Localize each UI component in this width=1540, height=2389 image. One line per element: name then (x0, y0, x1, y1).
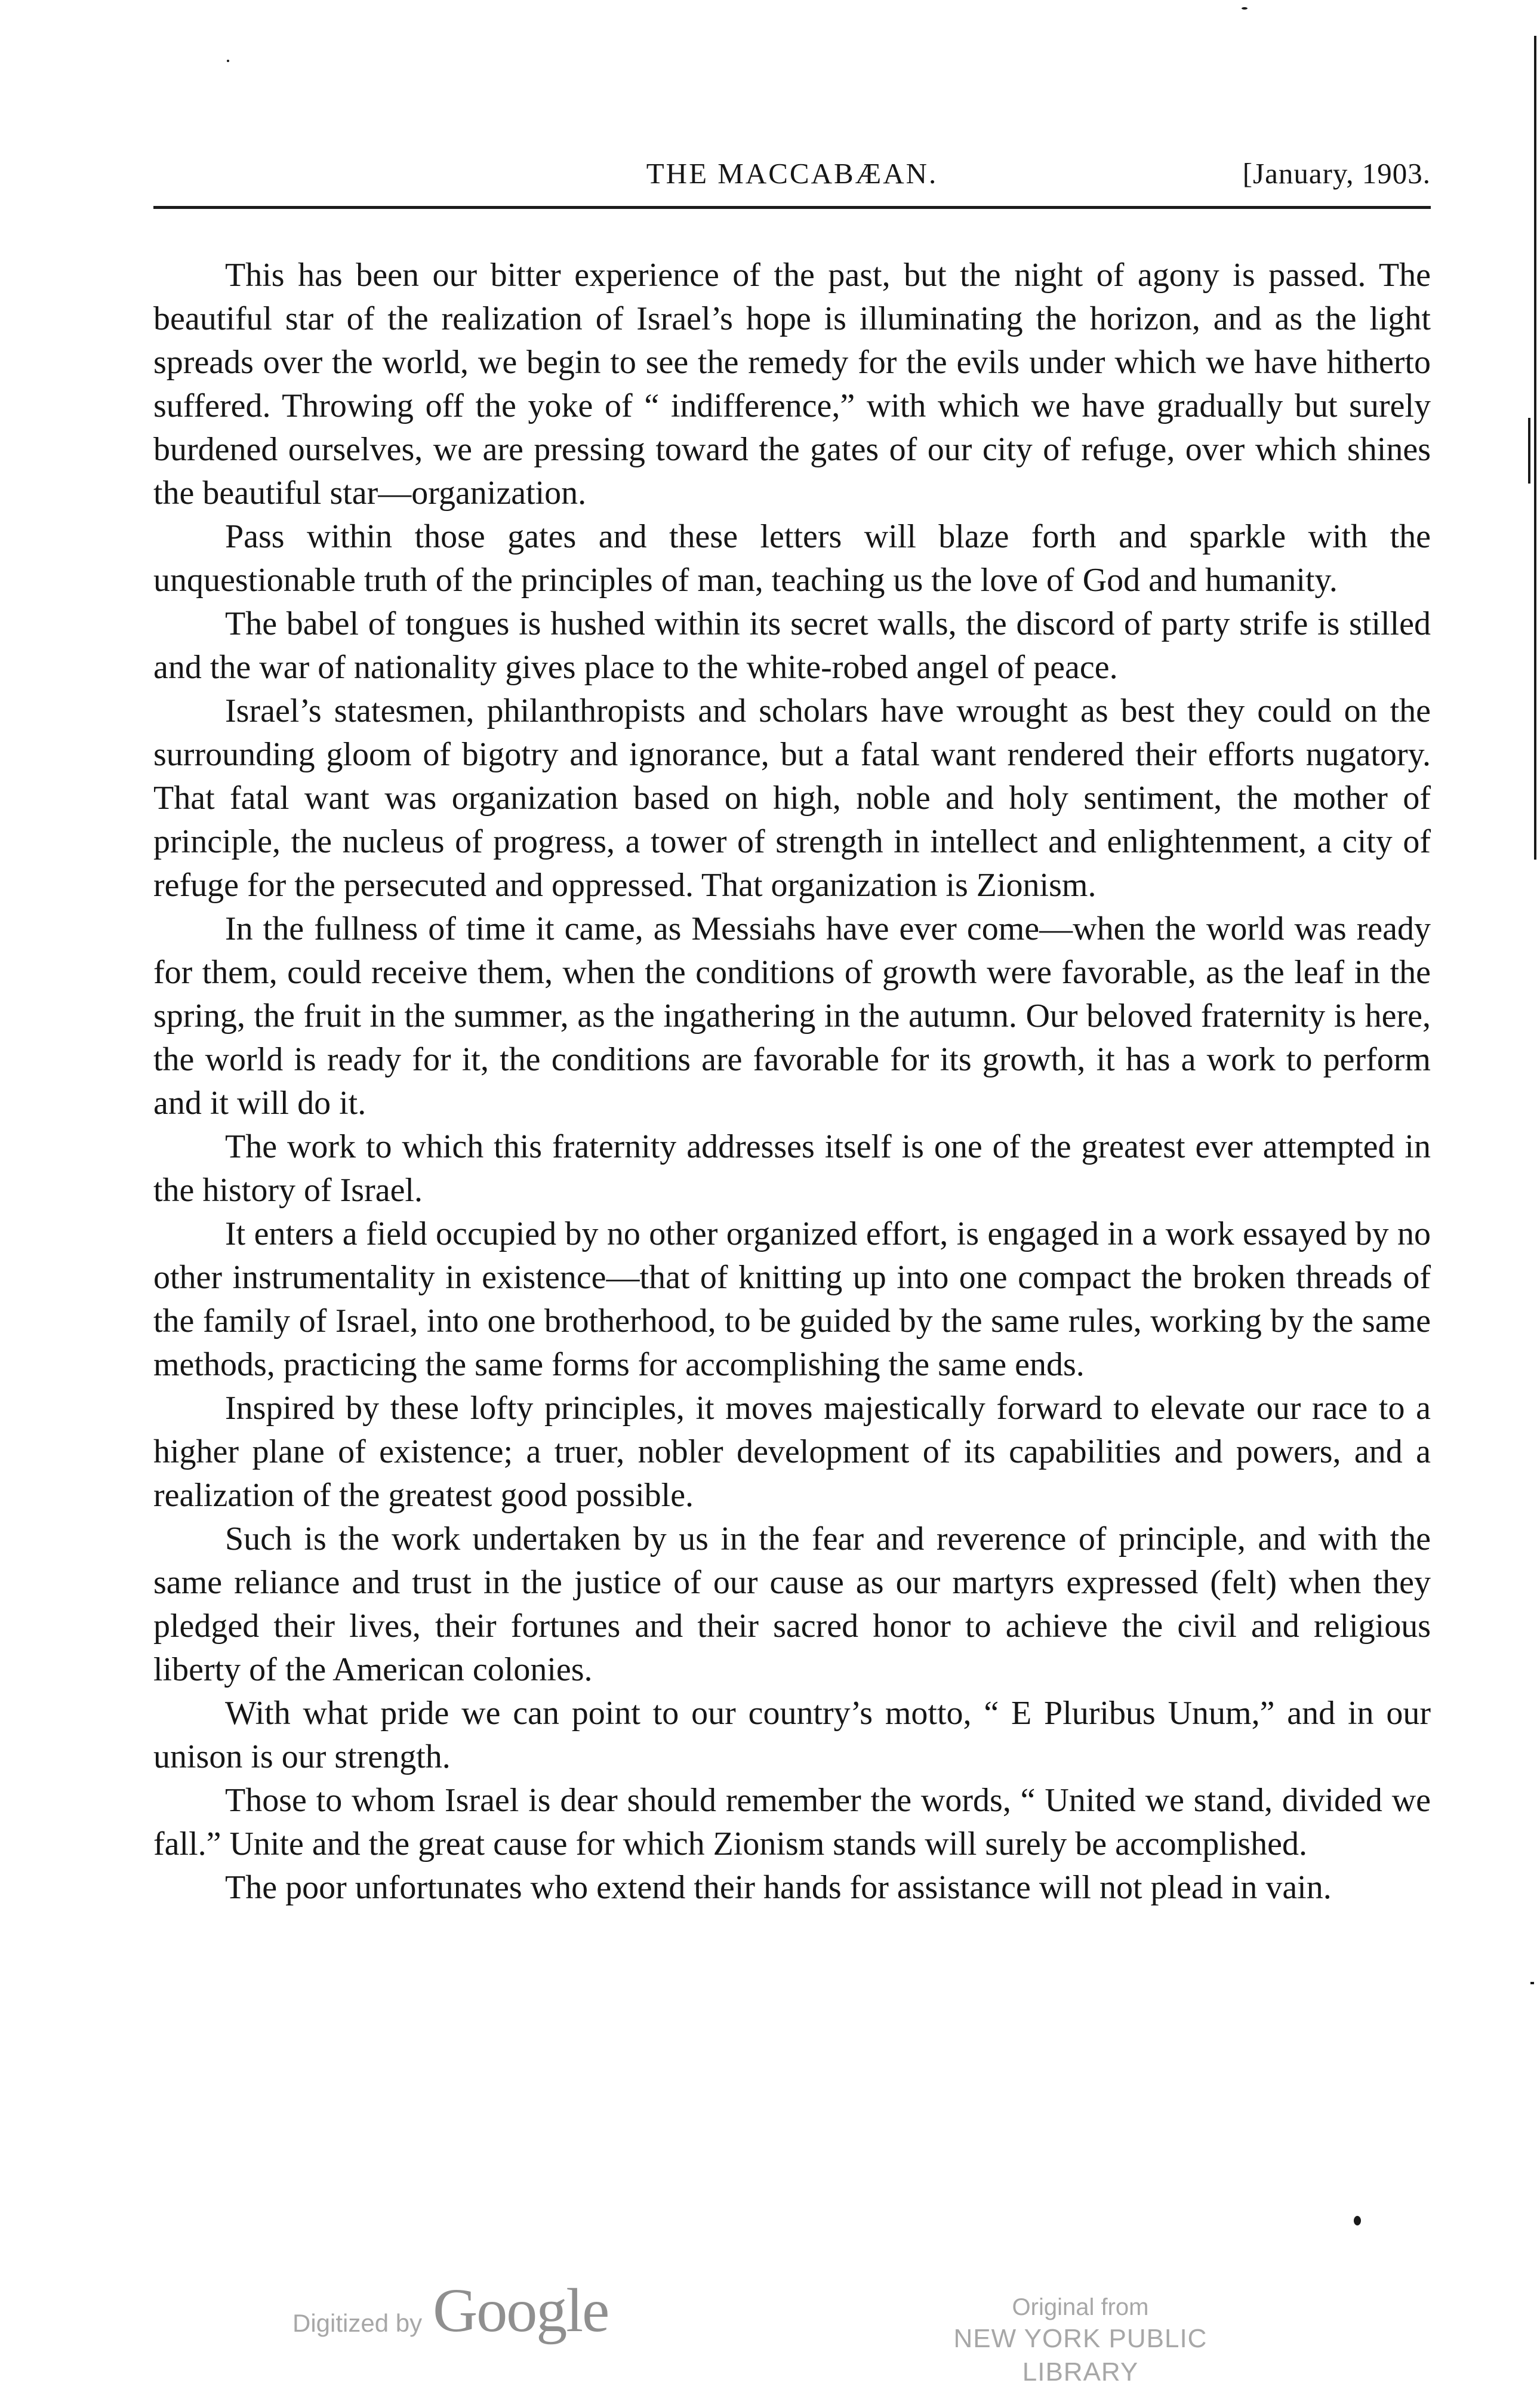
header-rule (153, 206, 1431, 209)
journal-title: THE MACCABÆAN. (646, 157, 938, 190)
paragraph: The work to which this fraternity addresses itself is one of the greatest ever attempted in the history of Israel. (153, 1128, 1431, 1209)
digitized-by-label: Digitized by (292, 2309, 423, 2337)
issue-date: [January, 1903. (1242, 157, 1431, 190)
page-edge-line (1530, 1982, 1534, 1984)
paragraph: Those to whom Israel is dear should remember the words, “ United we stand, divided we fall.” Unite and the great cause for which Zionism stands will surely be accomplished. (153, 1782, 1431, 1862)
paragraph: Israel’s statesmen, philanthropists and scholars have wrought as best they could on the surrounding gloom of bigotry and ignorance, but a fatal want rendered their efforts nugatory. That fatal want was organization based on high, noble and holy sentiment, the mother of principle, the nucleus of progress, a tower of strength in intellect and enlightenment, a city of refuge for the persecuted and oppressed. That organization is Zionism. (153, 692, 1431, 904)
paragraph: In the fullness of time it came, as Messiahs have ever come—when the world was ready for them, could receive them, when the conditions of growth were favorable, as the leaf in the spring, the fruit in the summer, as the ingathering in the autumn. Our beloved fraternity is here, the world is ready for it, the conditions are favorable for its growth, it has a work to perform and it will do it. (153, 910, 1431, 1122)
source-watermark (895, 2292, 1265, 2389)
original-from-label: Original from (1012, 2294, 1149, 2320)
paragraph: Such is the work undertaken by us in the fear and reverence of principle, and with the same reliance and trust in the justice of our cause as our martyrs expressed (felt) when they pledged their lives, their fortunes and their sacred honor to achieve the civil and religious liberty of the American colonies. (153, 1520, 1431, 1688)
scan-speck (1242, 7, 1248, 10)
running-header (153, 156, 1431, 198)
page-edge-line (1528, 418, 1530, 484)
paragraph: Pass within those gates and these letters will blaze forth and sparkle with the unquestionable truth of the principles of man, teaching us the love of God and humanity. (153, 518, 1431, 599)
paragraph: This has been our bitter experience of the past, but the night of agony is passed. The beautiful star of the realization of Israel’s hope is illuminating the horizon, and as the light spreads over the world, we begin to see the remedy for the evils under which we have hitherto suffered. Throwing off the yoke of “ indifference,” with which we have gradually but surely burdened ourselves, we are pressing toward the gates of our city of refuge, over which shines the beautiful star—organization. (153, 257, 1431, 512)
scan-speck (227, 60, 229, 62)
article-body (153, 254, 1431, 1910)
paragraph: The babel of tongues is hushed within its secret walls, the discord of party strife is stilled and the war of nationality gives place to the white-robed angel of peace. (153, 605, 1431, 686)
google-logo: Google (433, 2276, 609, 2345)
library-name: NEW YORK PUBLIC LIBRARY (953, 2324, 1208, 2387)
paragraph: It enters a field occupied by no other organized effort, is engaged in a work essayed by no other instrumentality in existence—that of knitting up into one compact the broken threads of the family of Israel, into one brotherhood, to be guided by the same rules, working by the same methods, practicing the same forms for accomplishing the same ends. (153, 1215, 1431, 1383)
scan-speck (1354, 2216, 1361, 2225)
paragraph: Inspired by these lofty principles, it moves majestically forward to elevate our race to a higher plane of existence; a truer, nobler development of its capabilities and powers, and a realization of the greatest good possible. (153, 1390, 1431, 1514)
digitized-by-watermark (292, 2276, 609, 2346)
paragraph: The poor unfortunates who extend their hands for assistance will not plead in vain. (225, 1869, 1332, 1906)
page-edge-line (1534, 36, 1536, 860)
paragraph: With what pride we can point to our country’s motto, “ E Pluribus Unum,” and in our unison is our strength. (153, 1695, 1431, 1775)
